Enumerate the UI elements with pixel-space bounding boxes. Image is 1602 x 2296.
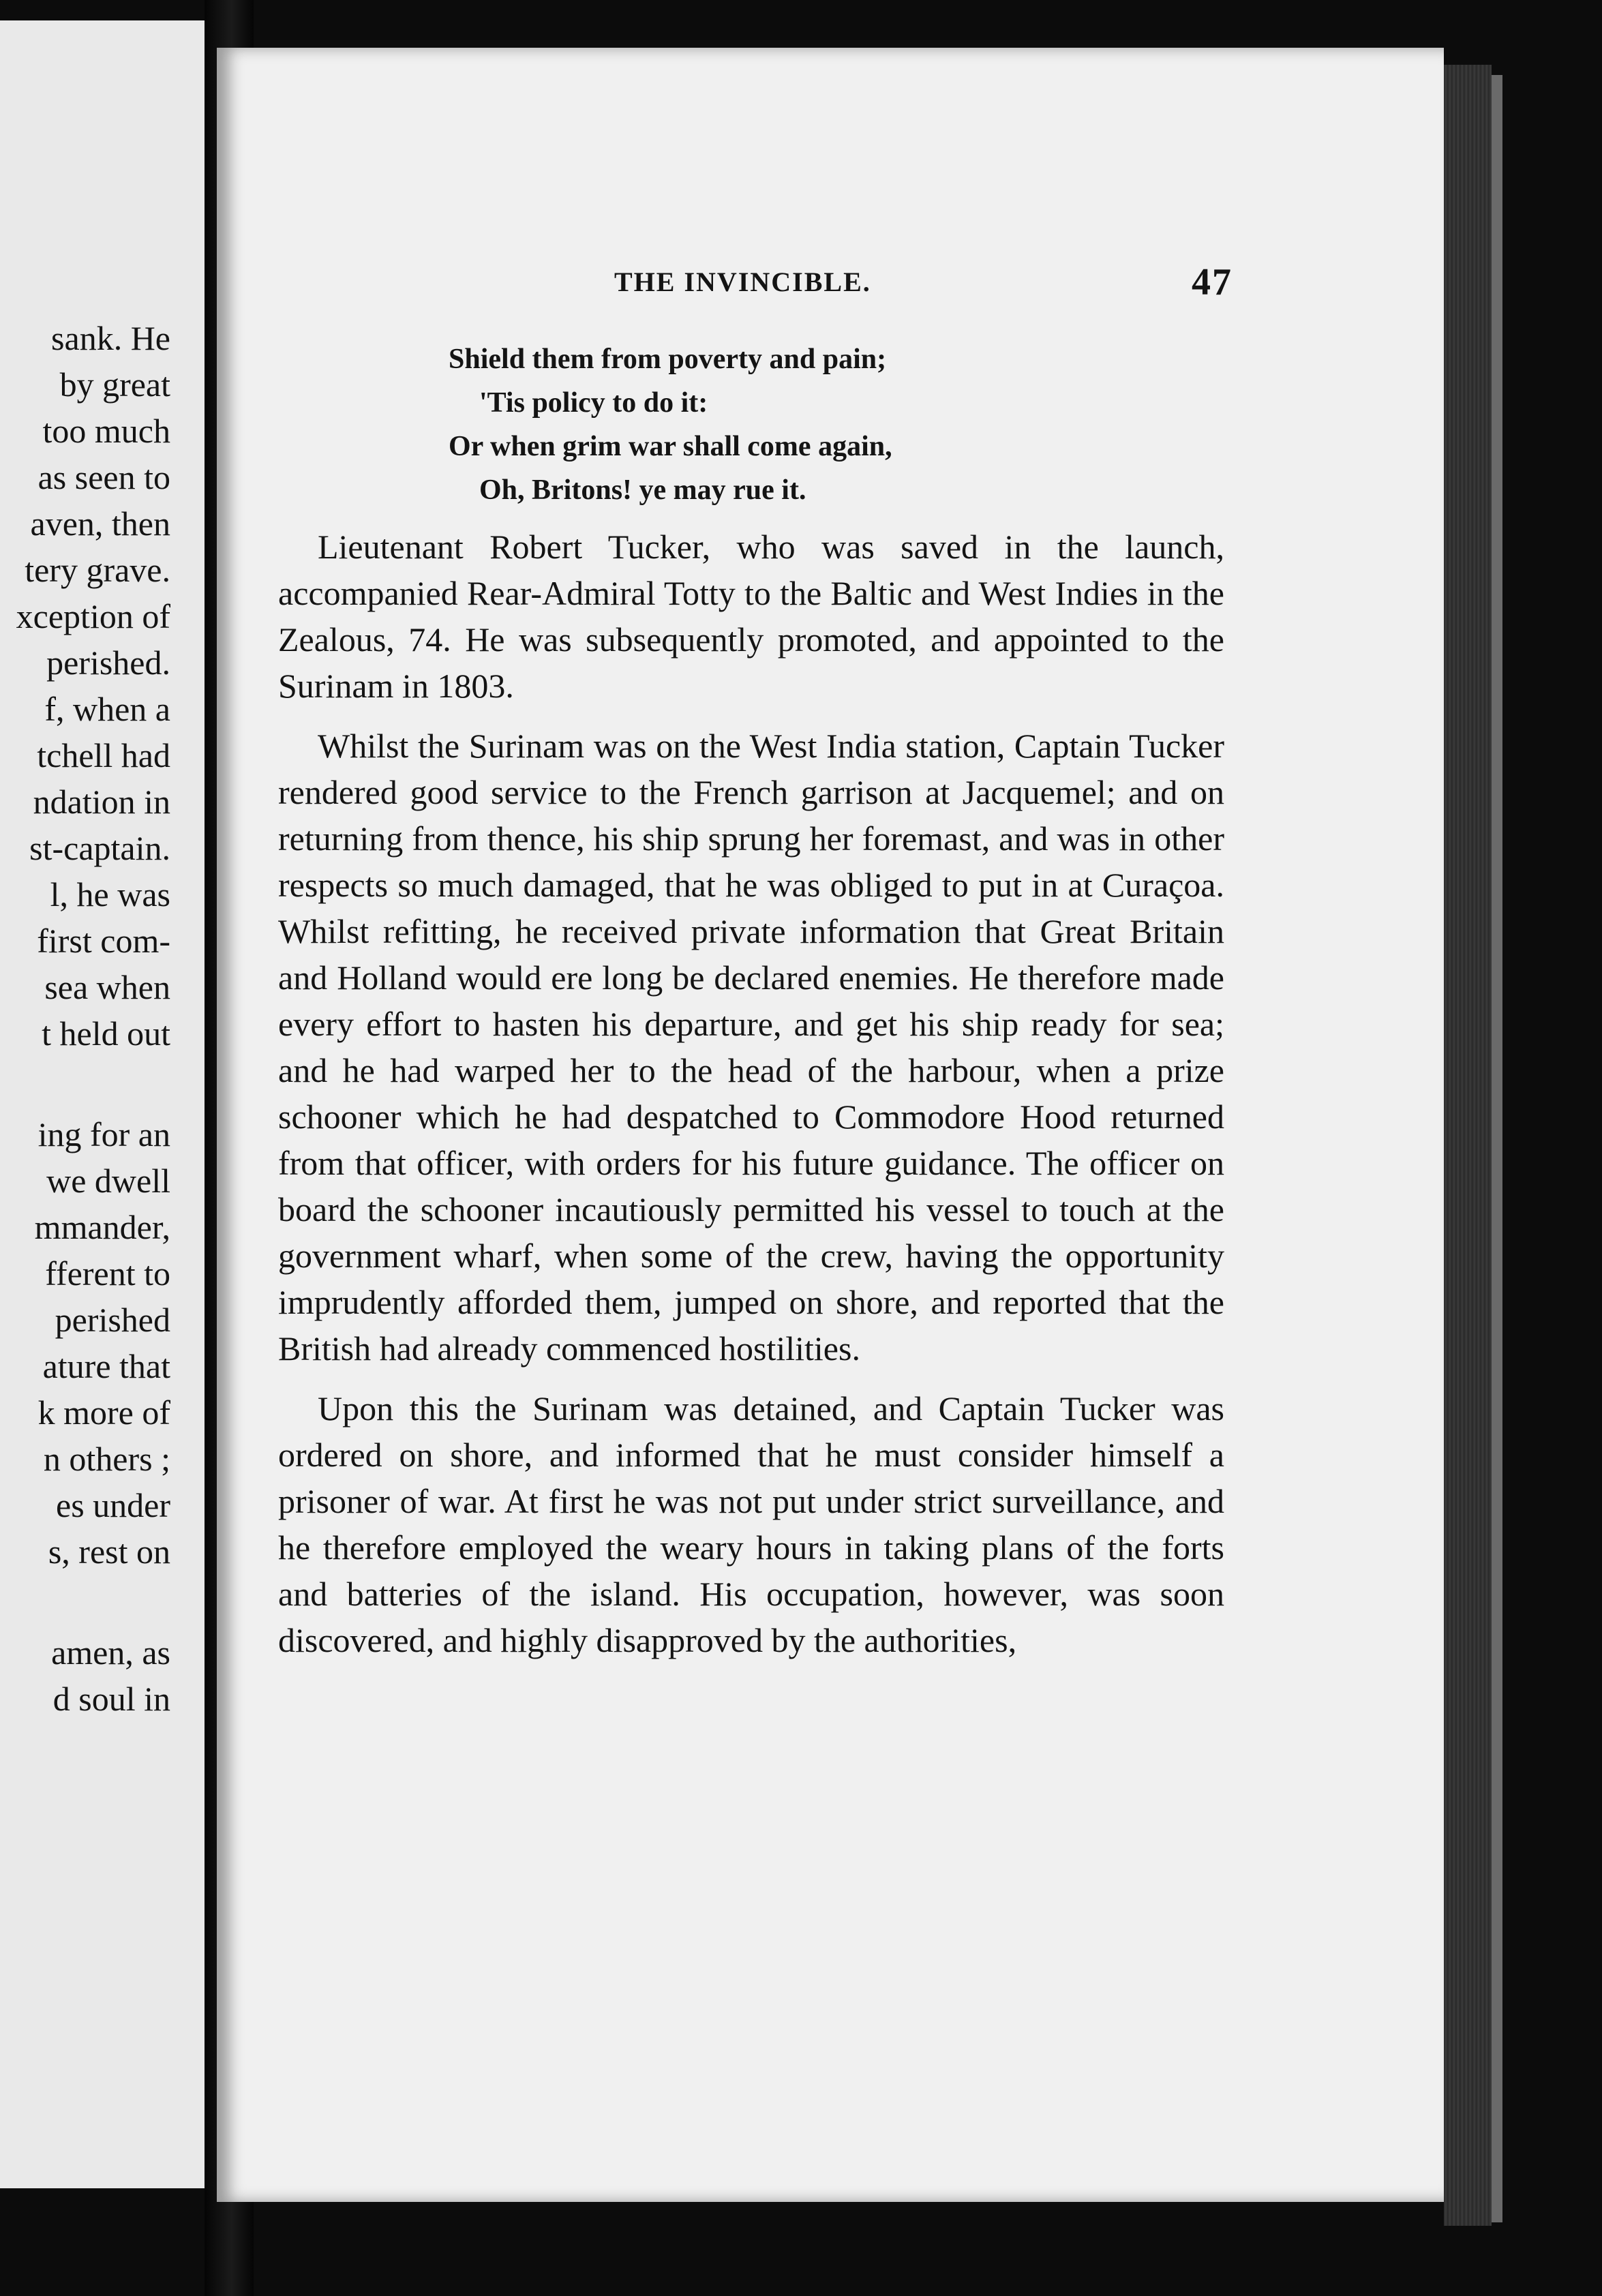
verse-quotation: [449, 337, 892, 512]
left-page-line: es under: [56, 1486, 170, 1524]
left-page-line: ature that: [42, 1347, 170, 1385]
left-page-line: ndation in: [33, 783, 170, 821]
paragraph: Upon this the Surinam was detained, and Captain Tucker was ordered on shore, and informed that he must consider himself a prisoner of war. At first he was not put under strict surveillance, and he therefore employed the weary hours in taking plans of the forts and batteries of the island. His occupation, however, was soon discovered, and highly disapproved by the authorities,: [278, 1389, 1224, 1659]
body-text: [278, 524, 1224, 1677]
left-page-line: k more of: [37, 1393, 170, 1432]
left-page-line: sea when: [44, 968, 170, 1006]
left-page-line: perished.: [46, 644, 170, 682]
left-page-line: we dwell: [46, 1162, 170, 1200]
verse-line: Shield them from poverty and pain;: [449, 344, 887, 375]
left-page-line: amen, as: [51, 1633, 170, 1672]
page-number: 47: [1192, 261, 1233, 303]
left-page-line: ing for an: [37, 1115, 170, 1153]
left-page-line: d soul in: [52, 1680, 170, 1718]
page-fore-edge: [1444, 65, 1492, 2226]
left-page-line: tchell had: [37, 736, 170, 774]
running-title: THE INVINCIBLE.: [614, 267, 871, 297]
left-page-line: xception of: [16, 597, 170, 635]
left-page-line: t held out: [42, 1014, 170, 1053]
left-page-line: st-captain.: [29, 829, 170, 867]
left-page-line: aven, then: [30, 504, 170, 543]
paragraph: Lieutenant Robert Tucker, who was saved in the launch, accompanied Rear-Admiral Totty to the Baltic and West Indies in the Zealous, 74. He was subsequently promoted, and appointed to the Surinam in 1803.: [278, 528, 1224, 705]
book-page: [217, 48, 1444, 2202]
left-page-line: s, rest on: [48, 1532, 170, 1571]
left-page-line: as seen to: [37, 458, 170, 496]
left-page-line: f, when a: [44, 690, 170, 728]
left-page-line: l, he was: [50, 875, 170, 913]
left-page-line: by great: [59, 365, 170, 404]
left-page-line: perished: [55, 1301, 170, 1339]
paragraph: Whilst the Surinam was on the West India station, Captain Tucker rendered good service to the French garrison at Jacquemel; and on returning from thence, his ship sprung her foremast, and was in other respects so much damaged, that he was obliged to put in at Curaçoa. Whilst refitting, he received private information that Great Britain and Holland would ere long be declared enemies. He therefore made every effort to hasten his departure, and get his ship ready for sea; and he had warped her to the head of the harbour, when a prize schooner which he had despatched to Commodore Hood returned from that officer, with orders for his future guidance. The officer on board the schooner incautiously permitted his vessel to touch at the government wharf, when some of the crew, having the opportunity imprudently afforded them, jumped on shore, and reported that the British had already commenced hostilities.: [278, 727, 1224, 1368]
left-page-line: first com-: [37, 922, 170, 960]
left-page-line: too much: [42, 412, 170, 450]
left-page-line: fferent to: [45, 1254, 170, 1293]
left-page-line: sank. He: [51, 319, 170, 357]
page-fore-edge-highlight: [1492, 75, 1502, 2222]
left-page-line: tery grave.: [25, 551, 170, 589]
left-facing-page: [0, 20, 210, 2188]
verse-line: Oh, Britons! ye may rue it.: [479, 474, 806, 506]
verse-line: Or when grim war shall come again,: [449, 431, 892, 462]
verse-line: 'Tis policy to do it:: [479, 387, 708, 419]
left-page-line: n others ;: [43, 1440, 170, 1478]
left-page-line: mmander,: [34, 1208, 170, 1246]
